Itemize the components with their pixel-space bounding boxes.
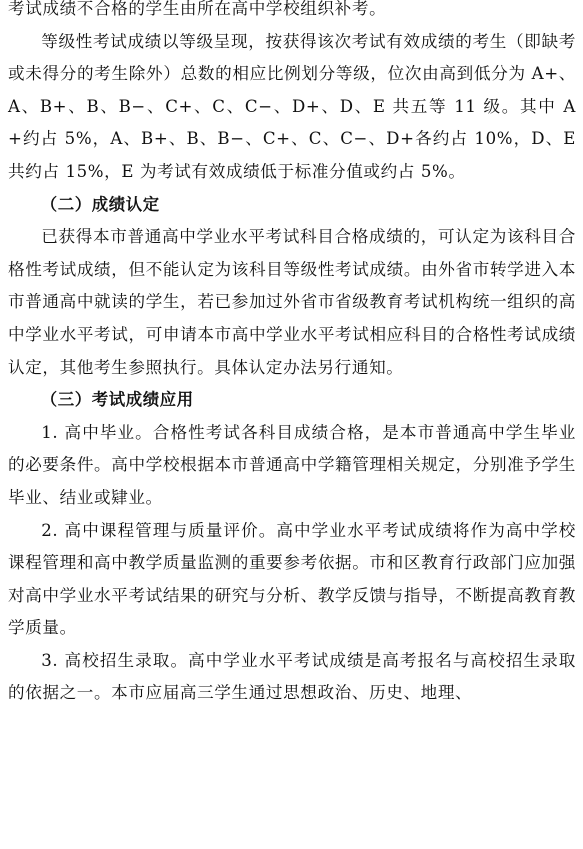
paragraph-graduation: 1. 高中毕业。合格性考试各科目成绩合格，是本市普通高中学生毕业的必要条件。高中学校根据本市普通高中学籍管理相关规定，分别准予学生毕业、结业或肄业。 [8, 422, 576, 507]
paragraph-score-recognition: 已获得本市普通高中学业水平考试科目合格成绩的，可认定为该科目合格性考试成绩，但不能认定为该科目等级性考试成绩。由外省市转学进入本市普通高中就读的学生，若已参加过外省市省级教育考试机构统一组织的高中学业水平考试，可申请本市高中学业水平考试相应科目的合格性考试成绩认定，其他考生参照执行。具体认定办法另行通知。 [8, 227, 576, 377]
paragraph-course-management: 2. 高中课程管理与质量评价。高中学业水平考试成绩将作为高中学校课程管理和高中教学质量监测的重要参考依据。市和区教育行政部门应加强对高中学业水平考试结果的研究与分析、教学反馈与指导，不断提高教育教学质量。 [8, 520, 576, 638]
paragraph-makeup-exam: 考试成绩不合格的学生由所在高中学校组织补考。 [8, 0, 387, 18]
section-heading-score-application: （三）考试成绩应用 [40, 390, 194, 410]
section-heading-score-recognition: （二）成绩认定 [40, 194, 160, 214]
paragraph-grade-levels: 等级性考试成绩以等级呈现，按获得该次考试有效成绩的考生（即缺考或未得分的考生除外）总数的相应比例划分等级，位次由高到低分为 A+、A、B+、B、B−、C+、C、C−、D+、D、E 共五等 11 级。其中 A+约占 5%，A、B+、B、B−、C+、C、C−、D+各约占 10%，D、E 共约占 15%，E 为考试有效成绩低于标准分值或约占 5%。 [8, 31, 576, 181]
paragraph-college-admission: 3. 高校招生录取。高中学业水平考试成绩是高考报名与高校招生录取的依据之一。本市应届高三学生通过思想政治、历史、地理、 [8, 650, 576, 703]
